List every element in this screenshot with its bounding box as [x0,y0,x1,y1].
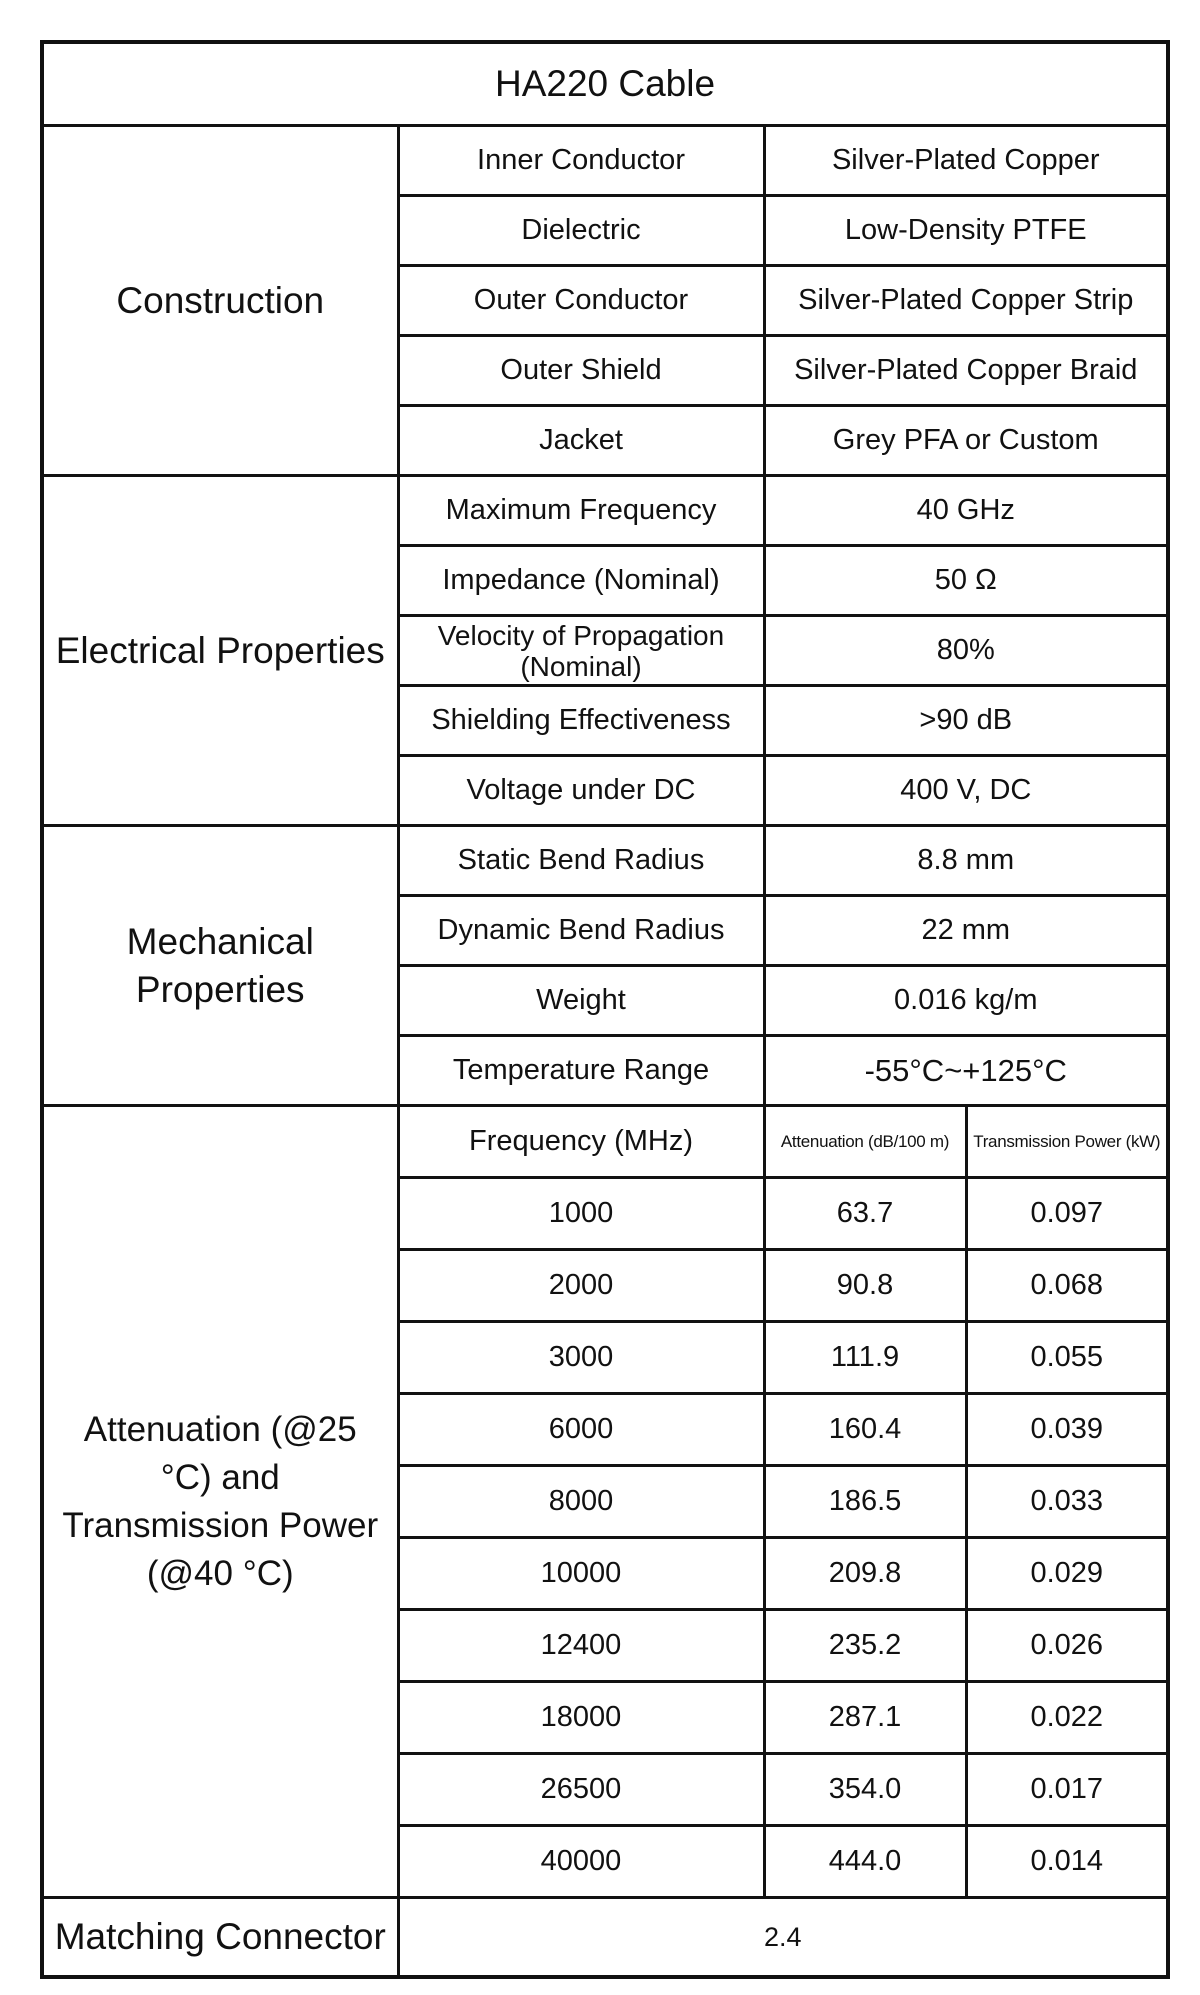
property-value: Silver-Plated Copper Braid [764,336,1168,406]
property-value: 400 V, DC [764,756,1168,826]
attenuation-cell: 235.2 [764,1610,966,1682]
attenuation-header-row [42,1106,1168,1178]
frequency-cell: 12400 [398,1610,764,1682]
frequency-cell: 18000 [398,1682,764,1754]
property-name: Weight [398,966,764,1036]
table-row [42,126,1168,196]
property-value: 22 mm [764,896,1168,966]
attenuation-cell: 160.4 [764,1394,966,1466]
property-name: Shielding Effectiveness [398,686,764,756]
property-value: Low-Density PTFE [764,196,1168,266]
property-name: Temperature Range [398,1036,764,1106]
attenuation-cell: 111.9 [764,1322,966,1394]
power-cell: 0.039 [966,1394,1168,1466]
property-name: Jacket [398,406,764,476]
property-value: -55°C~+125°C [764,1036,1168,1106]
attenuation-cell: 186.5 [764,1466,966,1538]
power-cell: 0.068 [966,1250,1168,1322]
group-mechanical: Mechanical Properties [42,826,398,1106]
attenuation-cell: 209.8 [764,1538,966,1610]
connector-label: Matching Connector [42,1898,398,1978]
connector-value: 2.4 [398,1898,1168,1978]
group-construction: Construction [42,126,398,476]
property-name: Dielectric [398,196,764,266]
power-cell: 0.014 [966,1826,1168,1898]
property-value: 40 GHz [764,476,1168,546]
property-name: Voltage under DC [398,756,764,826]
spec-table [40,40,1170,1979]
property-value: Silver-Plated Copper Strip [764,266,1168,336]
power-cell: 0.017 [966,1754,1168,1826]
property-name: Static Bend Radius [398,826,764,896]
attenuation-cell: 90.8 [764,1250,966,1322]
property-value: 50 Ω [764,546,1168,616]
property-name: Outer Conductor [398,266,764,336]
group-attenuation: Attenuation (@25 °C) and Transmission Power (@40 °C) [42,1106,398,1898]
property-value: 80% [764,616,1168,686]
attenuation-cell: 354.0 [764,1754,966,1826]
title-row [42,42,1168,126]
frequency-cell: 1000 [398,1178,764,1250]
property-name: Velocity of Propagation (Nominal) [398,616,764,686]
table-row [42,826,1168,896]
frequency-cell: 3000 [398,1322,764,1394]
group-electrical: Electrical Properties [42,476,398,826]
attenuation-cell: 444.0 [764,1826,966,1898]
property-name: Dynamic Bend Radius [398,896,764,966]
power-cell: 0.055 [966,1322,1168,1394]
frequency-cell: 40000 [398,1826,764,1898]
table-row [42,476,1168,546]
frequency-cell: 26500 [398,1754,764,1826]
frequency-cell: 10000 [398,1538,764,1610]
attenuation-cell: 287.1 [764,1682,966,1754]
connector-row [42,1898,1168,1978]
column-header: Attenuation (dB/100 m) [764,1106,966,1178]
frequency-cell: 6000 [398,1394,764,1466]
property-name: Impedance (Nominal) [398,546,764,616]
property-value: Silver-Plated Copper [764,126,1168,196]
property-name: Inner Conductor [398,126,764,196]
property-name: Maximum Frequency [398,476,764,546]
property-value: Grey PFA or Custom [764,406,1168,476]
property-value: >90 dB [764,686,1168,756]
column-header: Frequency (MHz) [398,1106,764,1178]
property-value: 8.8 mm [764,826,1168,896]
power-cell: 0.029 [966,1538,1168,1610]
power-cell: 0.026 [966,1610,1168,1682]
frequency-cell: 2000 [398,1250,764,1322]
power-cell: 0.022 [966,1682,1168,1754]
frequency-cell: 8000 [398,1466,764,1538]
table-title: HA220 Cable [42,42,1168,126]
column-header: Transmission Power (kW) [966,1106,1168,1178]
power-cell: 0.097 [966,1178,1168,1250]
property-value: 0.016 kg/m [764,966,1168,1036]
power-cell: 0.033 [966,1466,1168,1538]
attenuation-cell: 63.7 [764,1178,966,1250]
property-name: Outer Shield [398,336,764,406]
